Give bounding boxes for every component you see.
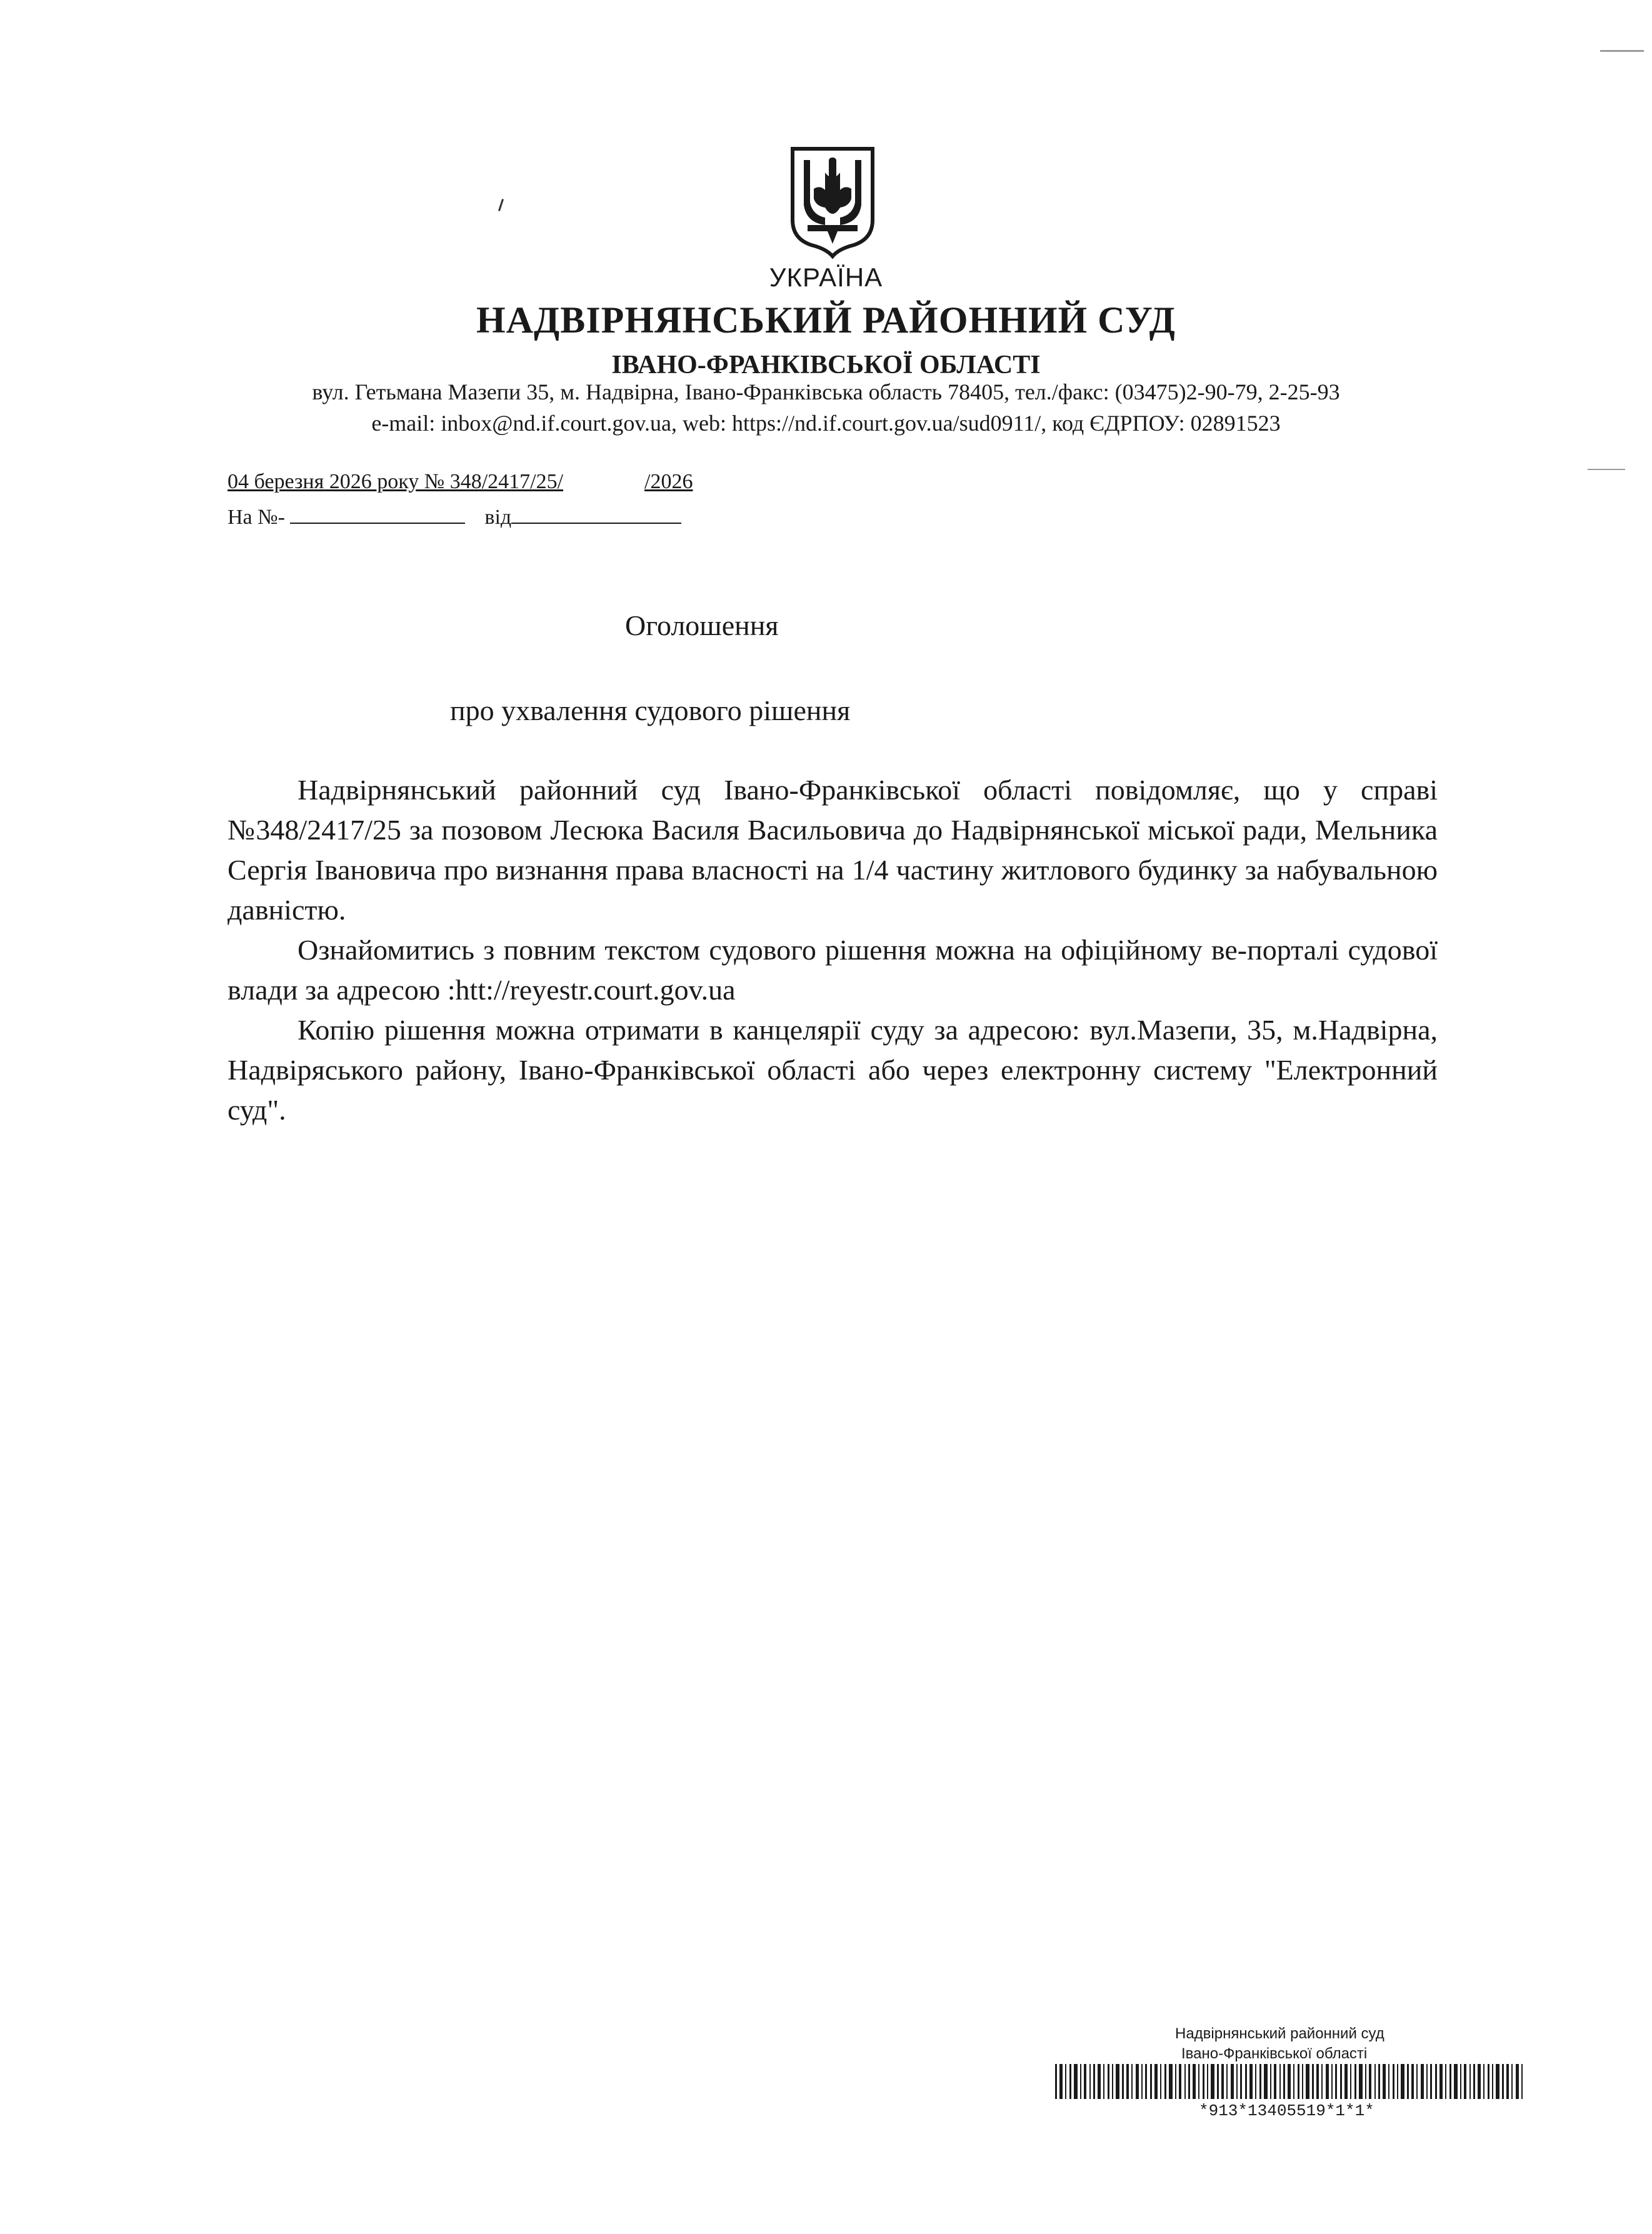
- barcode-bar: [1098, 2064, 1101, 2099]
- barcode-bar: [1426, 2064, 1428, 2099]
- barcode-bar: [1141, 2064, 1143, 2099]
- barcode-bar: [1065, 2064, 1066, 2099]
- barcode-bar: [1103, 2064, 1104, 2099]
- barcode-bar: [1344, 2064, 1348, 2099]
- barcode-bar: [1383, 2064, 1386, 2099]
- barcode-bar: [1393, 2064, 1394, 2099]
- barcode-bar: [1188, 2064, 1190, 2099]
- barcode-bar: [1074, 2064, 1078, 2099]
- barcode-bar: [1430, 2064, 1432, 2099]
- barcode-bar: [1093, 2064, 1095, 2099]
- barcode-bar: [1454, 2064, 1458, 2099]
- document-subtitle: про ухвалення судового рішення: [450, 694, 851, 726]
- barcode-bar: [1270, 2064, 1271, 2099]
- barcode-bar: [1407, 2064, 1409, 2099]
- barcode-bar: [1175, 2064, 1176, 2099]
- barcode-bar: [1401, 2064, 1404, 2099]
- barcode-bar: [1264, 2064, 1268, 2099]
- barcode-bar: [1306, 2064, 1309, 2099]
- barcode-bar: [1249, 2064, 1253, 2099]
- barcode-bar: [1193, 2064, 1196, 2099]
- barcode-bar: [1080, 2064, 1081, 2099]
- stamp-court-region: Івано-Франківської області: [1181, 2045, 1368, 2062]
- barcode-bar: [1164, 2064, 1166, 2099]
- barcode-bar: [1112, 2064, 1113, 2099]
- barcode-bar: [1245, 2064, 1247, 2099]
- document-title: Оголошення: [625, 609, 779, 641]
- barcode-bar: [1502, 2064, 1504, 2099]
- in-reply-number-blank: [290, 504, 465, 524]
- barcode-bar: [1150, 2064, 1152, 2099]
- barcode-bar: [1283, 2064, 1285, 2099]
- barcode-bar: [1496, 2064, 1499, 2099]
- barcode-bar: [1388, 2064, 1389, 2099]
- from-label: від: [484, 506, 512, 529]
- barcode-bar: [1473, 2064, 1475, 2099]
- barcode-bar: [1221, 2064, 1224, 2099]
- barcode-bar: [1136, 2064, 1139, 2099]
- scan-tick-mark: [498, 199, 504, 211]
- barcode-bar: [1084, 2064, 1086, 2099]
- barcode-bar: [1516, 2064, 1519, 2099]
- barcode-bar: [1293, 2064, 1294, 2099]
- barcode-bar: [1131, 2064, 1133, 2099]
- country-name: УКРАЇНА: [769, 263, 883, 292]
- barcode-bar: [1378, 2064, 1380, 2099]
- barcode-bar: [1211, 2064, 1214, 2099]
- barcode-bar: [1411, 2064, 1414, 2099]
- barcode-bar: [1122, 2064, 1124, 2099]
- barcode-bar: [1055, 2064, 1057, 2099]
- barcode-bar: [1274, 2064, 1276, 2099]
- barcode-bar: [1326, 2064, 1329, 2099]
- barcode-bar: [1302, 2064, 1303, 2099]
- barcode-bar: [1488, 2064, 1489, 2099]
- barcode-bar: [1374, 2064, 1376, 2099]
- barcode-bar: [1331, 2064, 1333, 2099]
- barcode-bar: [1226, 2064, 1228, 2099]
- barcode-bar: [1421, 2064, 1424, 2099]
- barcode-bar: [1469, 2064, 1471, 2099]
- barcode-bar: [1335, 2064, 1337, 2099]
- court-contacts: e-mail: inbox@nd.if.court.gov.ua, web: https://nd.if.court.gov.ua/sud0911/, код ЄДРПОУ: 02891523: [371, 411, 1281, 436]
- barcode-bar: [1236, 2064, 1238, 2099]
- barcode-bar: [1416, 2064, 1418, 2099]
- court-address: вул. Гетьмана Мазепи 35, м. Надвірна, Івано-Франківська область 78405, тел./факс: (03475)2-90-79, 2-25-93: [312, 379, 1340, 404]
- barcode-bar: [1217, 2064, 1219, 2099]
- barcode-bar: [1240, 2064, 1242, 2099]
- barcode-bar: [1340, 2064, 1342, 2099]
- barcode-bar: [1354, 2064, 1356, 2099]
- barcode-bar: [1464, 2064, 1466, 2099]
- body-paragraph: Надвірнянський районний суд Івано-Франківської області повідомляє, що у справі №348/2417/25 за позовом Лесюка Василя Васильовича до Надвірнянської міської ради, Мельника Сергія Івановича про визнання права власності на 1/4 частину житлового будинку за набувальною давністю.: [228, 774, 1438, 926]
- barcode-bar: [1321, 2064, 1323, 2099]
- reference-year: /2026: [644, 470, 693, 493]
- barcode-bar: [1359, 2064, 1363, 2099]
- from-date-blank: [511, 504, 681, 524]
- barcode-bar: [1288, 2064, 1291, 2099]
- barcode-bar: [1059, 2064, 1063, 2099]
- barcode-bar: [1179, 2064, 1181, 2099]
- barcode-bar: [1145, 2064, 1147, 2099]
- barcode-bar: [1203, 2064, 1204, 2099]
- barcode-bar: [1198, 2064, 1199, 2099]
- barcode-bar: [1255, 2064, 1256, 2099]
- barcode-bar: [1365, 2064, 1366, 2099]
- barcode-bar: [1460, 2064, 1461, 2099]
- barcode-bar: [1298, 2064, 1299, 2099]
- scan-edge-mark: [1600, 50, 1644, 52]
- body-paragraph: Ознайомитись з повним текстом судового рішення можна на офіційному ве-порталі судової влади за адресою :htt://reyestr.court.gov.ua: [228, 934, 1438, 1006]
- barcode-bar: [1169, 2064, 1173, 2099]
- barcode-bar: [1207, 2064, 1208, 2099]
- barcode-bar: [1435, 2064, 1437, 2099]
- barcode-bar: [1445, 2064, 1446, 2099]
- scan-edge-mark: [1588, 469, 1625, 470]
- barcode-bar: [1449, 2064, 1451, 2099]
- barcode-bar: [1506, 2064, 1509, 2099]
- barcode-bar: [1478, 2064, 1481, 2099]
- barcode-bar: [1108, 2064, 1109, 2099]
- barcode-bar: [1259, 2064, 1261, 2099]
- barcode-bar: [1312, 2064, 1314, 2099]
- barcode-bar: [1439, 2064, 1443, 2099]
- barcode-bar: [1116, 2064, 1119, 2099]
- court-region: ІВАНО-ФРАНКІВСЬКОЇ ОБЛАСТІ: [611, 351, 1041, 379]
- barcode-bar: [1154, 2064, 1158, 2099]
- stamp-court-name: Надвірнянський районний суд: [1175, 2025, 1384, 2042]
- barcode-bar: [1492, 2064, 1493, 2099]
- barcode-bar: [1126, 2064, 1129, 2099]
- barcode-bar: [1369, 2064, 1371, 2099]
- barcode-bar: [1316, 2064, 1319, 2099]
- registration-barcode: [1055, 2064, 1524, 2099]
- barcode-bar: [1483, 2064, 1484, 2099]
- document-body: [228, 770, 1438, 1130]
- stamp-registration-code: *913*13405519*1*1*: [1199, 2101, 1374, 2120]
- barcode-bar: [1397, 2064, 1398, 2099]
- barcode-bar: [1511, 2064, 1513, 2099]
- court-name: НАДВІРНЯНСЬКИЙ РАЙОННИЙ СУД: [476, 299, 1176, 341]
- barcode-bar: [1231, 2064, 1234, 2099]
- barcode-bar: [1184, 2064, 1186, 2099]
- barcode-bar: [1089, 2064, 1091, 2099]
- in-reply-label: На №-: [228, 506, 285, 529]
- body-paragraph: Копію рішення можна отримати в канцелярії суду за адресою: вул.Мазепи, 35, м.Надвірна, Надвіряського району, Івано-Франківської області або через електронну систему "Електронний суд".: [228, 1014, 1438, 1126]
- reference-date-number: 04 березня 2026 року № 348/2417/25/: [228, 470, 564, 493]
- barcode-bar: [1521, 2064, 1523, 2099]
- barcode-bar: [1160, 2064, 1161, 2099]
- barcode-bar: [1069, 2064, 1071, 2099]
- barcode-bar: [1350, 2064, 1351, 2099]
- barcode-bar: [1279, 2064, 1281, 2099]
- outgoing-reference: [228, 470, 693, 494]
- incoming-reference: [228, 504, 681, 529]
- ukraine-coat-of-arms-icon: [789, 145, 876, 259]
